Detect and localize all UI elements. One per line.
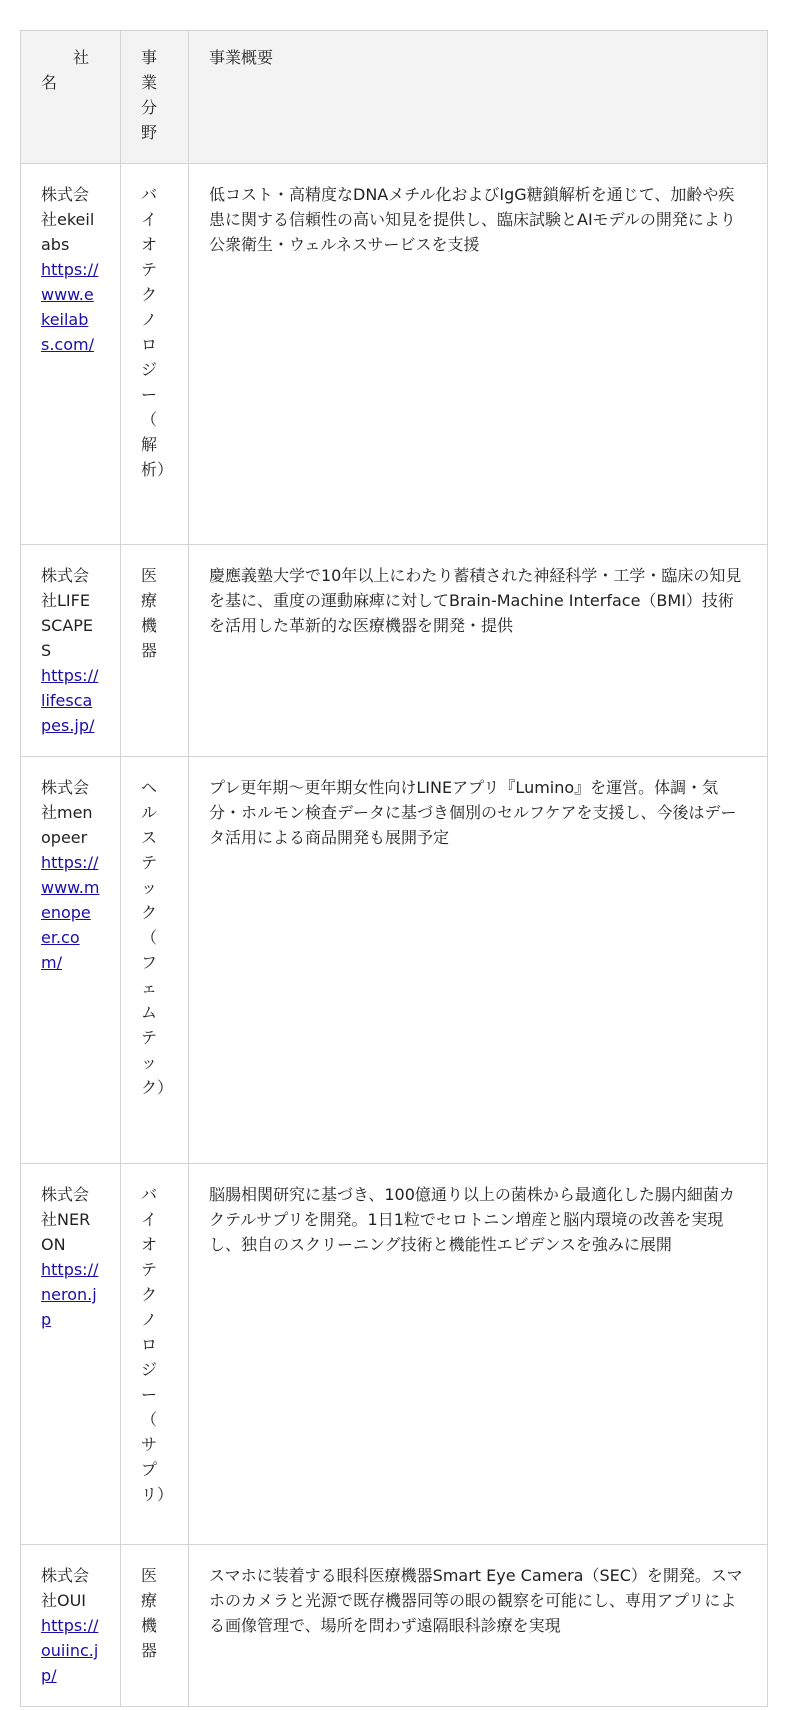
business-field: バイオテクノロジー（解析） xyxy=(121,164,189,545)
business-summary: 低コスト・高精度なDNAメチル化およびIgG糖鎖解析を通じて、加齢や疾患に関する信頼性の高い知見を提供し、臨床試験とAIモデルの開発により公衆衛生・ウェルネスサービスを支援 xyxy=(189,164,768,545)
company-cell xyxy=(21,545,121,757)
company-name: 株式会社NERON xyxy=(41,1185,91,1254)
business-field: バイオテクノロジー（サプリ） xyxy=(121,1164,189,1545)
table-row xyxy=(21,164,768,545)
table-header-row xyxy=(21,31,768,164)
company-cell xyxy=(21,1545,121,1707)
business-field: ヘルステック（フェムテック） xyxy=(121,757,189,1164)
table-row xyxy=(21,1164,768,1545)
company-link[interactable]: https://ouiinc.jp/ xyxy=(41,1616,99,1685)
business-field: 医療機器 xyxy=(121,1545,189,1707)
company-name: 株式会社OUI xyxy=(41,1566,90,1610)
company-name: 株式会社menopeer xyxy=(41,778,93,847)
table-row xyxy=(21,1545,768,1707)
table-row xyxy=(21,545,768,757)
company-link[interactable]: https://lifescapes.jp/ xyxy=(41,666,99,735)
header-company-name: 社名 xyxy=(21,31,121,164)
company-name: 株式会社ekeilabs xyxy=(41,185,95,254)
business-summary: 慶應義塾大学で10年以上にわたり蓄積された神経科学・工学・臨床の知見を基に、重度の運動麻痺に対してBrain-Machine Interface（BMI）技術を活用した革新的な医療機器を開発・提供 xyxy=(189,545,768,757)
business-summary: 脳腸相関研究に基づき、100億通り以上の菌株から最適化した腸内細菌カクテルサプリを開発。1日1粒でセロトニン増産と脳内環境の改善を実現し、独自のスクリーニング技術と機能性エビデンスを強みに展開 xyxy=(189,1164,768,1545)
company-cell xyxy=(21,757,121,1164)
business-summary: スマホに装着する眼科医療機器Smart Eye Camera（SEC）を開発。スマホのカメラと光源で既存機器同等の眼の観察を可能にし、専用アプリによる画像管理で、場所を問わず遠隔眼科診療を実現 xyxy=(189,1545,768,1707)
company-link[interactable]: https://www.menopeer.com/ xyxy=(41,853,100,972)
header-business-field: 事業分野 xyxy=(121,31,189,164)
company-name: 株式会社LIFESCAPES xyxy=(41,566,94,660)
business-field: 医療機器 xyxy=(121,545,189,757)
table-row xyxy=(21,757,768,1164)
business-summary: プレ更年期〜更年期女性向けLINEアプリ『Lumino』を運営。体調・気分・ホルモン検査データに基づき個別のセルフケアを支援し、今後はデータ活用による商品開発も展開予定 xyxy=(189,757,768,1164)
company-cell xyxy=(21,164,121,545)
header-business-summary: 事業概要 xyxy=(189,31,768,164)
company-table xyxy=(20,30,768,1707)
company-cell xyxy=(21,1164,121,1545)
company-link[interactable]: https://neron.jp xyxy=(41,1260,99,1329)
company-link[interactable]: https://www.ekeilabs.com/ xyxy=(41,260,99,354)
